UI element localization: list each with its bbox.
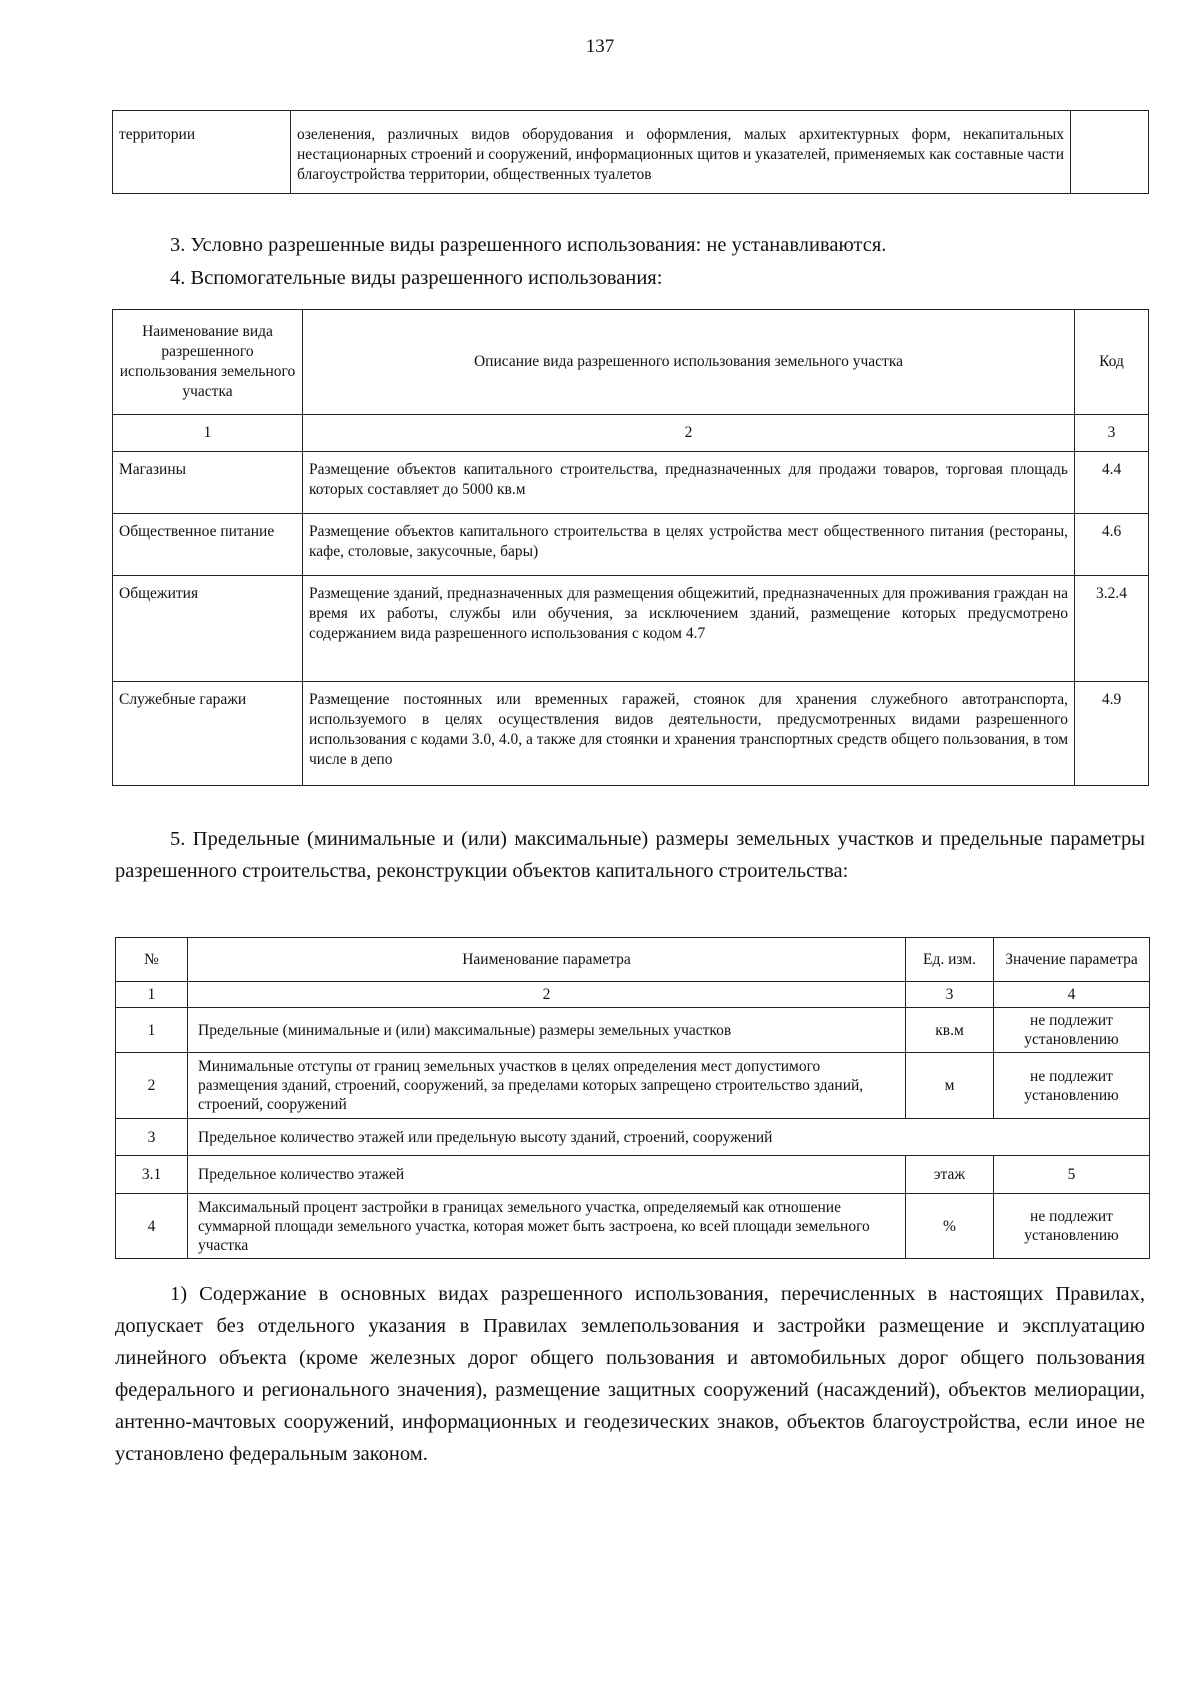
table-row [113, 514, 1149, 576]
use-name-cell: Общественное питание [113, 514, 303, 576]
header-parameter-value: Значение параметра [994, 938, 1150, 982]
paragraph-conditional-uses: 3. Условно разрешенные виды разрешенного использования: не устанавливаются. [170, 234, 887, 256]
column-numbers-row [116, 982, 1150, 1008]
parameter-number: 4 [116, 1194, 188, 1259]
header-use-code: Код [1075, 310, 1149, 415]
parameter-name: Максимальный процент застройки в границах земельного участка, определяемый как отношение суммарной площади земельного участка, которая может быть застроена, ко всей площади земельного участка [188, 1194, 906, 1259]
use-code-cell: 4.9 [1075, 682, 1149, 786]
use-description-cell: Размещение объектов капитального строительства, предназначенных для продажи товаров, торговая площадь которых составляет до 5000 кв.м [303, 452, 1075, 514]
header-number: № [116, 938, 188, 982]
column-numbers-row [113, 415, 1149, 452]
parameter-name: Предельное количество этажей [188, 1156, 906, 1194]
parameter-unit: м [906, 1053, 994, 1119]
table-header-row [116, 938, 1150, 982]
column-number: 2 [188, 982, 906, 1008]
use-code-cell [1071, 111, 1149, 194]
table-row [116, 1156, 1150, 1194]
limit-parameters-table [115, 937, 1150, 1259]
column-number: 3 [1075, 415, 1149, 452]
parameter-name: Предельные (минимальные и (или) максимальные) размеры земельных участков [188, 1008, 906, 1053]
table-row [113, 576, 1149, 682]
permitted-use-table-continuation [112, 110, 1149, 194]
parameter-name: Предельное количество этажей или предельную высоту зданий, строений, сооружений [188, 1119, 1150, 1156]
parameter-unit: % [906, 1194, 994, 1259]
table-row [113, 682, 1149, 786]
auxiliary-uses-table [112, 309, 1149, 786]
table-row [116, 1119, 1150, 1156]
paragraph-auxiliary-uses: 4. Вспомогательные виды разрешенного использования: [170, 267, 663, 289]
paragraph-limit-parameters: 5. Предельные (минимальные и (или) максимальные) размеры земельных участков и предельные параметры разрешенного строительства, реконструкции объектов капитального строительства: [115, 828, 1145, 882]
parameter-unit: кв.м [906, 1008, 994, 1053]
table-row [113, 452, 1149, 514]
parameter-value: не подлежит установлению [994, 1053, 1150, 1119]
parameter-value: не подлежит установлению [994, 1194, 1150, 1259]
use-name-cell: Общежития [113, 576, 303, 682]
use-name-cell: Магазины [113, 452, 303, 514]
table-row [116, 1194, 1150, 1259]
use-code-cell: 3.2.4 [1075, 576, 1149, 682]
use-code-cell: 4.4 [1075, 452, 1149, 514]
use-name-cell: территории [113, 111, 291, 194]
column-number: 1 [116, 982, 188, 1008]
header-unit: Ед. изм. [906, 938, 994, 982]
table-row [113, 111, 1149, 194]
column-number: 4 [994, 982, 1150, 1008]
parameter-number: 2 [116, 1053, 188, 1119]
table-row [116, 1008, 1150, 1053]
use-description-cell: Размещение постоянных или временных гаражей, стоянок для хранения служебного автотранспорта, используемого в целях осуществления видов деятельности, предусмотренных видами разрешенного использования с кодами 3.0, 4.0, а также для стоянки и хранения транспортных средств общего пользования, в том числе в депо [303, 682, 1075, 786]
column-number: 3 [906, 982, 994, 1008]
parameter-name: Минимальные отступы от границ земельных участков в целях определения мест допустимого размещения зданий, строений, сооружений, за пределами которых запрещено строительство зданий, строений, сооружений [188, 1053, 906, 1119]
header-parameter-name: Наименование параметра [188, 938, 906, 982]
paragraph-linear-objects-note: 1) Содержание в основных видах разрешенного использования, перечисленных в настоящих Правилах, допускает без отдельного указания в Правилах землепользования и застройки размещение и эксплуатацию линейного объекта (кроме железных дорог общего пользования и автомобильных дорог общего пользования федерального и регионального значения), размещение защитных сооружений (насаждений), объектов мелиорации, антенно-мачтовых сооружений, информационных и геодезических знаков, объектов благоустройства, если иное не установлено федеральным законом. [115, 1283, 1145, 1465]
use-description-cell: Размещение объектов капитального строительства в целях устройства мест общественного питания (рестораны, кафе, столовые, закусочные, бары) [303, 514, 1075, 576]
use-description-cell: озеленения, различных видов оборудования и оформления, малых архитектурных форм, некапитальных нестационарных строений и сооружений, информационных щитов и указателей, применяемых как составные части благоустройства территории, общественных туалетов [291, 111, 1071, 194]
header-use-name: Наименование вида разрешенного использования земельного участка [113, 310, 303, 415]
parameter-unit: этаж [906, 1156, 994, 1194]
table-row [116, 1053, 1150, 1119]
header-use-description: Описание вида разрешенного использования земельного участка [303, 310, 1075, 415]
use-code-cell: 4.6 [1075, 514, 1149, 576]
parameter-value: не подлежит установлению [994, 1008, 1150, 1053]
table-header-row [113, 310, 1149, 415]
parameter-number: 3.1 [116, 1156, 188, 1194]
parameter-number: 3 [116, 1119, 188, 1156]
parameter-number: 1 [116, 1008, 188, 1053]
parameter-value: 5 [994, 1156, 1150, 1194]
column-number: 1 [113, 415, 303, 452]
column-number: 2 [303, 415, 1075, 452]
use-name-cell: Служебные гаражи [113, 682, 303, 786]
use-description-cell: Размещение зданий, предназначенных для размещения общежитий, предназначенных для проживания граждан на время их работы, службы или обучения, за исключением зданий, размещение которых предусмотрено содержанием вида разрешенного использования с кодом 4.7 [303, 576, 1075, 682]
page-number: 137 [585, 36, 615, 57]
